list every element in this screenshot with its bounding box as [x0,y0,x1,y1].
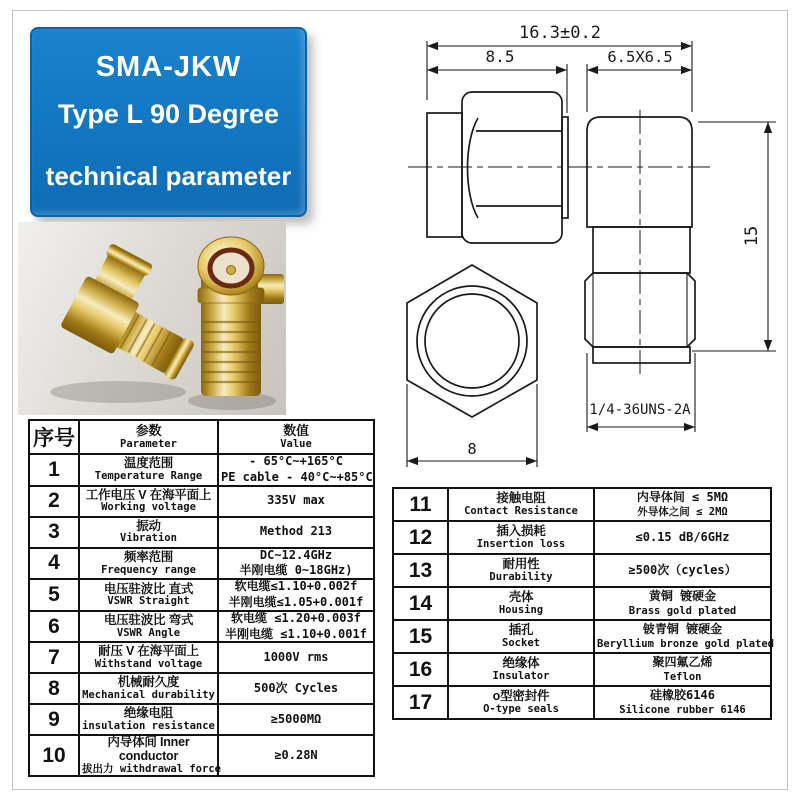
row-parameter [448,620,594,653]
parameter-cn: 接触电阻 [496,491,546,506]
value-line1: Method 213 [259,524,333,539]
row-number: 6 [29,611,79,643]
drawing-lower-neck [593,227,690,273]
table-row [29,611,374,643]
drawing-hex-inner-circle [425,294,519,388]
value-line1: DC~12.4GHz [259,547,333,562]
dimension-square: 6.5X6.5 [607,48,673,66]
value-line1: 软电缆≤1.10+0.002f [234,579,358,594]
parameter-cn: 振动 [136,518,161,533]
row-number: 13 [393,554,448,587]
thread-spec-ext [587,353,695,432]
banner-model-name: SMA-JKW [95,51,242,83]
row-parameter [79,579,218,611]
parameter-en: VSWR Angle [116,626,181,639]
parameter-cn: 耐压 V 在海平面上 [98,644,199,659]
row-parameter [79,517,218,548]
value-line1: ≥5000MΩ [270,711,322,726]
row-parameter [79,642,218,673]
row-parameter [79,486,218,517]
parameter-en: Withstand voltage [94,658,203,671]
banner-type-line: Type L 90 Degree [57,99,280,129]
row-number: 12 [393,521,448,554]
row-parameter [79,548,218,580]
parameter-en: Insertion loss [476,537,566,550]
dimension-hex-width: 8 [467,440,477,458]
value-line1: 铍青铜 镀硬金 [642,621,723,636]
value-line2: Silicone rubber 6146 [619,704,746,717]
dim-height-ext [692,122,776,351]
row-number: 3 [29,517,79,548]
header-no: 序号 [29,420,79,454]
value-line1: ≤0.15 dB/6GHz [635,529,730,544]
parameter-en: Housing [498,603,544,616]
left-connector [60,243,196,381]
row-number: 5 [29,579,79,611]
parameter-cn: 工作电压 V 在海平面上 [85,487,212,502]
row-parameter [79,673,218,704]
parameter-cn: 插孔 [508,623,534,638]
parameter-cn: 温度范围 [123,456,174,471]
parameter-en: Vibration [120,532,177,545]
drawing-bottom-stub [593,347,690,363]
row-value [218,735,374,776]
row-value [218,454,374,486]
row-value [218,704,374,735]
table-row [29,735,374,776]
product-photo [18,222,286,415]
product-title-banner [30,27,307,217]
row-number: 4 [29,548,79,580]
dimension-hex-length: 8.5 [485,47,515,66]
value-line2: 半刚电缆 ≤1.10+0.001f [225,626,367,641]
row-value [218,579,374,611]
table-row [393,620,771,653]
row-parameter [448,653,594,686]
connectors-illustration [18,222,286,415]
value-line1: 内导体间 ≤ 5MΩ [636,489,729,504]
parameter-cn: 耐用性 [502,557,540,572]
header-value-cn: 数值 [283,423,309,439]
row-number: 10 [29,735,79,776]
value-line1: 聚四氟乙烯 [652,654,713,669]
table-row [29,517,374,548]
parameter-cn: 机械耐久度 [117,675,180,690]
row-parameter [448,587,594,620]
row-number: 15 [393,620,448,653]
spec-table-right [392,487,775,720]
table-row [393,686,771,719]
row-number: 2 [29,486,79,517]
value-line1: 软电缆 ≤1.20+0.003f [231,610,361,625]
row-parameter [448,488,594,521]
parameter-en: O-type seals [483,702,559,715]
parameter-cn: 电压驻波比 直式 [103,581,194,596]
parameter-en: Mechanical durability [82,689,215,702]
row-number: 16 [393,653,448,686]
technical-drawing [390,10,800,480]
row-value [218,486,374,517]
row-value [218,673,374,704]
right-connector [198,237,284,396]
row-value [594,587,771,620]
row-number: 9 [29,704,79,735]
drawing-hex-facet-arc [468,118,479,218]
parameter-cn: 绝缘体 [502,656,540,671]
table-row [393,488,771,521]
parameter-en: Frequency range [101,563,196,576]
parameter-en: Insulator [492,669,550,682]
row-value [218,642,374,673]
drawing-hex-outer-circle [417,286,527,396]
value-line1: 黄铜 镀硬金 [648,588,717,603]
table-row [29,486,374,517]
dimension-overall-length: 16.3±0.2 [519,23,601,43]
header-parameter-cn: 参数 [135,423,162,439]
parameter-en: VSWR Straight [107,595,190,608]
value-line1: 硅橡胶6146 [650,687,715,702]
parameter-en: Working voltage [101,501,196,514]
value-line2: 外导体之间 ≤ 2MΩ [637,506,728,519]
row-value [218,517,374,548]
value-line2: Brass gold plated [628,605,737,618]
parameter-en: Temperature Range [94,470,203,483]
row-value [218,611,374,643]
parameter-en: Contact Resistance [464,504,578,517]
banner-subtitle: technical parameter [45,161,292,191]
table-row [393,587,771,620]
value-line1: 335V max [267,493,325,508]
parameter-en: insulation resistance [82,720,215,733]
parameter-cn: 壳体 [508,590,534,605]
row-number: 1 [29,454,79,486]
row-number: 14 [393,587,448,620]
value-line2: PE cable - 40°C~+85°C [221,469,373,484]
row-value [594,554,771,587]
row-parameter [448,686,594,719]
drawing-hex-facet-lines [476,131,562,206]
value-line1: 1000V rms [263,649,329,664]
parameter-en: Durability [489,570,553,583]
row-parameter [79,611,218,643]
table-row [29,704,374,735]
header-parameter [79,420,218,454]
header-value-en: Value [280,437,312,450]
row-number: 8 [29,673,79,704]
table-header-row [29,420,374,454]
row-value [594,686,771,719]
parameter-en: 拔出力 withdrawal force [82,762,221,775]
row-value [594,488,771,521]
drawing-cap [427,113,462,237]
value-line2: Beryllium bronze gold plated [597,638,775,651]
row-parameter [79,735,221,776]
value-line2: 半刚电缆≤1.05+0.001f [228,594,364,609]
row-parameter [79,704,218,735]
row-value [218,548,374,580]
table-row [29,548,374,580]
dimension-height: 15 [742,225,762,247]
row-value [594,620,775,653]
parameter-cn: 内导体间 Inner conductor [107,735,190,764]
row-number: 7 [29,642,79,673]
table-row [29,579,374,611]
parameter-cn: o型密封件 [492,689,550,704]
table-row [393,521,771,554]
parameter-cn: 电压驻波比 弯式 [103,613,194,628]
table-row [29,454,374,486]
parameter-cn: 绝缘电阻 [123,706,174,721]
spec-table-left [28,419,375,777]
parameter-en: Socket [502,636,540,649]
value-line1: 500次 Cycles [253,680,339,695]
row-parameter [79,454,218,486]
value-line1: ≥0.28N [274,747,318,762]
value-line2: Teflon [663,671,702,684]
row-number: 17 [393,686,448,719]
header-parameter-en: Parameter [120,437,177,450]
header-value [218,420,374,454]
row-parameter [448,554,594,587]
row-number: 11 [393,488,448,521]
drawing-hex-front [407,265,537,417]
thread-spec-label: 1/4-36UNS-2A [589,402,691,418]
table-row [29,642,374,673]
row-value [594,653,771,686]
table-row [393,554,771,587]
table-row [29,673,374,704]
parameter-cn: 插入损耗 [496,524,546,539]
row-parameter [448,521,594,554]
value-line2: 半刚电缆 0~18GHz) [239,563,353,578]
left-connector-shadow [50,381,186,403]
value-line1: - 65°C~+165°C [249,454,343,468]
value-line1: ≥500次（cycles） [628,562,737,577]
parameter-cn: 频率范围 [123,550,174,564]
table-row [393,653,771,686]
row-value [594,521,771,554]
